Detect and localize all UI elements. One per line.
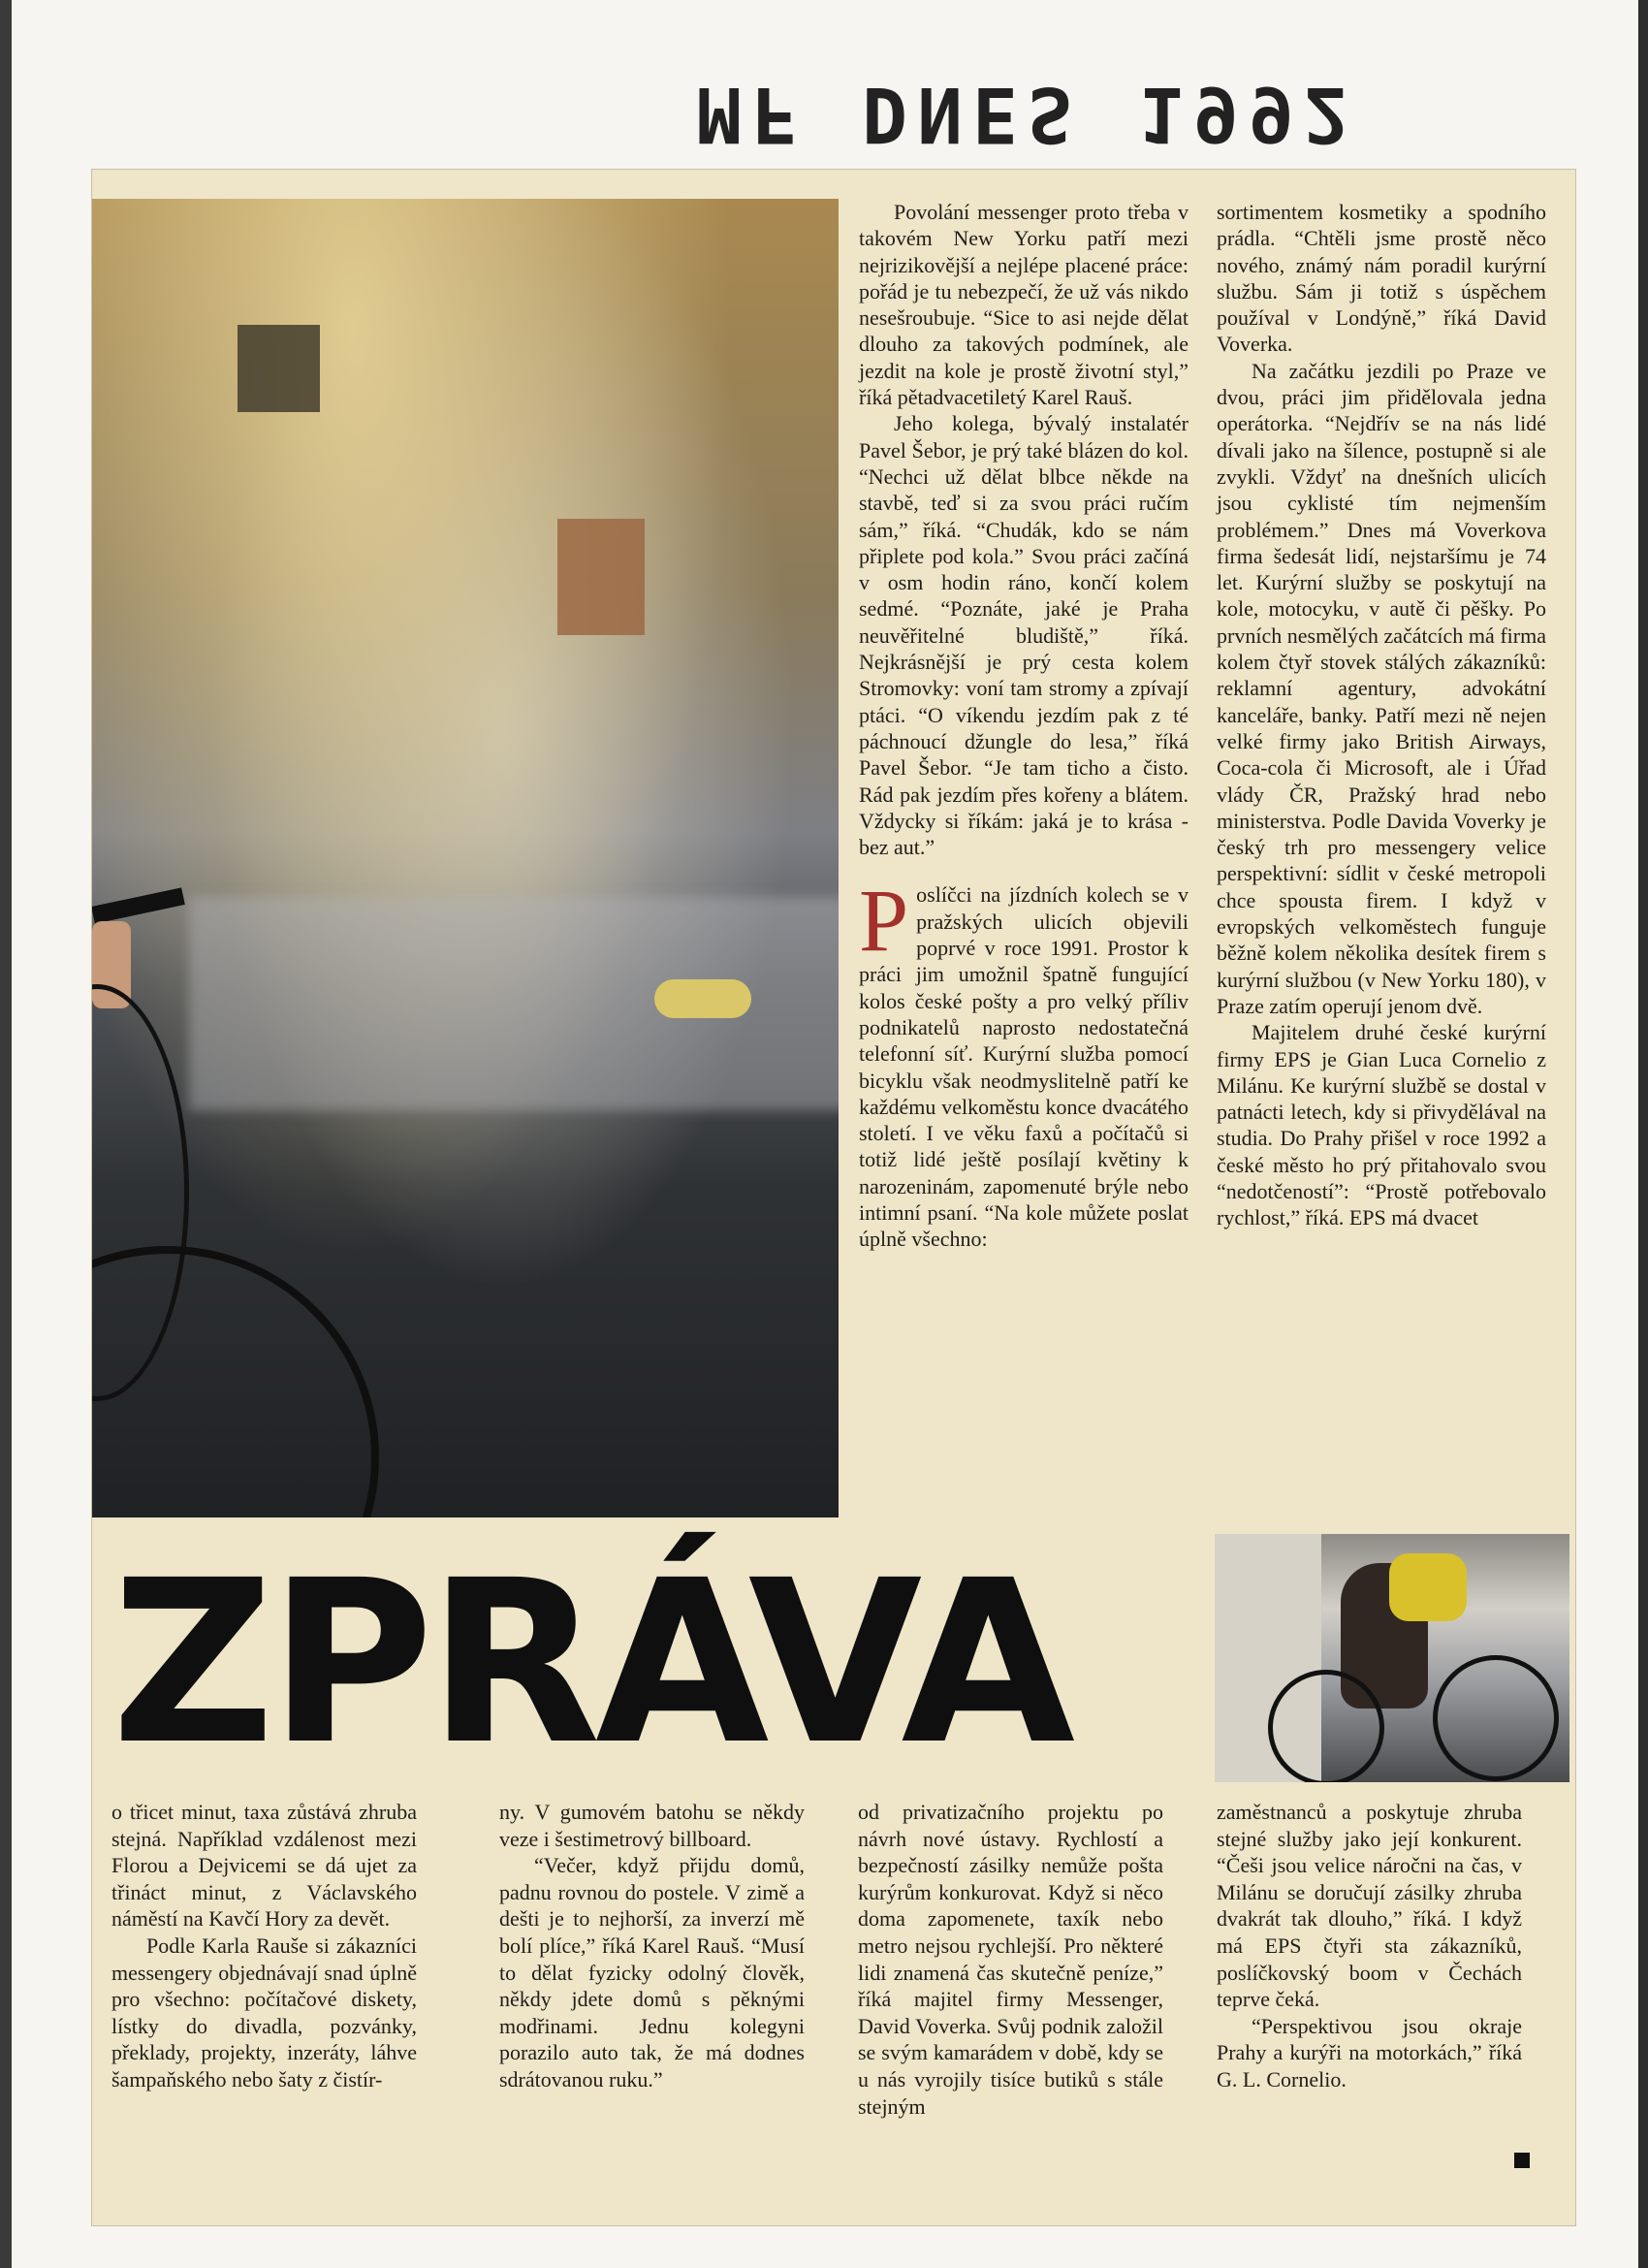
- photo-wheel-left: [1268, 1670, 1384, 1782]
- paragraph: “Perspektivou jsou okraje Prahy a kurýři na motorkách,” říká G. L. Cornelio.: [1217, 2013, 1522, 2092]
- paragraph: “Večer, když přijdu domů, padnu rovnou do postele. V zimě a dešti je to nejhorší, za inverzí mě bolí plíce,” říká Karel Rauš. “Musí to dělat fyzicky odolný člověk, někdy jdete domů s pěknými modřinami. Jednu kolegyni porazilo auto tak, že má dodnes sdrátovanou ruku.”: [499, 1853, 805, 2092]
- paragraph: Na začátku jezdili po Praze ve dvou, práci jim přidělovala jedna operátorka. “Nejdřív se na nás lidé dívali jako na šílence, postupně si ale zvykli. Vždyť na dnešních ulicích jsou cyklisté tím nejmenším problémem.” Dnes má Voverkova firma šedesát lidí, nejstaršímu je 74 let. Kurýrní služby se poskytují na kole, motocyku, v autě či pěšky. Po prvních nesmělých začátcích má firma kolem čtyř stovek stálých zákazníků: reklamní agentury, advokátní kanceláře, banky. Patří mezi ně nejen velké firmy jako British Airways, Coca-cola či Microsoft, ale i Úřad vlády ČR, Pražský hrad nebo ministerstva. Podle Davida Voverky je český trh pro messengery velice perspektivní: sídlit v české metropoli chce spousta firem. I když v evropských velkoměstech funguje běžně kolem několika desítek firem s kurýrní službou (v New Yorku 180), v Praze zatím operují jenom dvě.: [1217, 358, 1546, 1018]
- photo-yellow-blur: [654, 979, 751, 1018]
- scan-edge-left: [0, 0, 12, 2268]
- bottom-column-4: [1217, 1799, 1522, 2093]
- photo-window: [238, 325, 320, 412]
- paragraph: ny. V gumovém batohu se někdy veze i šestimetrový billboard.: [499, 1800, 805, 1851]
- article-column-1: [859, 199, 1188, 1253]
- bottom-column-2: [499, 1799, 805, 2093]
- bottom-column-1: [111, 1799, 417, 2093]
- messenger-photo: [1215, 1534, 1569, 1782]
- photo-backpack: [1389, 1553, 1467, 1621]
- handwritten-note: MF DNES 1992: [696, 70, 1359, 157]
- photo-bag: [557, 519, 645, 635]
- cyclist-photo: [92, 199, 839, 1517]
- bottom-column-3: [858, 1799, 1163, 2120]
- paragraph: Majitelem druhé české kurýrní firmy EPS je Gian Luca Cornelio z Milánu. Ke kurýrní službě se dostal v patnácti letech, kdy si přivydělával na studia. Do Prahy přišel v roce 1992 a české město ho prý přitahovalo svou “nedotčeností”: “Prostě potřebovalo rychlost,” říká. EPS má dvacet: [1217, 1020, 1546, 1230]
- photo-back-wheel: [92, 1246, 379, 1517]
- paragraph: Povolání messenger proto třeba v takovém New Yorku patří mezi nejrizikovější a nejlépe placené práce: pořád je tu nebezpečí, že už vás nikdo nesešroubuje. “Sice to asi nejde dělat dlouho za takových podmínek, ale jezdit na kole je prostě životní styl,” říká pětadvacetiletý Karel Rauš.: [859, 200, 1188, 410]
- paragraph: Jeho kolega, bývalý instalatér Pavel Šebor, je prý také blázen do kol. “Nechci už dělat blbce někde na stavbě, teď si za svou práci ručím sám,” říká. “Chudák, kdo se nám připlete pod kola.” Svou práci začíná v osm hodin ráno, končí kolem sedmé. “Poznáte, jaké je Praha neuvěřitelné bludiště,” říká. Nejkrásnější je prý cesta kolem Stromovky: voní tam stromy a zpívají ptáci. “O víkendu jezdím pak z té páchnoucí džungle do lesa,” říká Pavel Šebor. “Je tam ticho a čisto. Rád pak jezdím přes kořeny a blátem. Vždycky si říkám: jaká je to krása - bez aut.”: [859, 411, 1188, 860]
- paragraph: od privatizačního projektu po návrh nové ústavy. Rychlostí a bezpečností zásilky nemůže pošta kurýrům konkurovat. Když si něco doma zapomenete, taxík nebo metro nejsou rychlejší. Pro některé lidi znamená čas skutečně peníze,” říká majitel firmy Messenger, David Voverka. Svůj podnik založil se svým kamarádem v době, kdy se u nás vyrojily tisíce butiků s stále stejným: [858, 1800, 1163, 2119]
- end-of-article-mark: [1514, 2153, 1530, 2168]
- dropcap-paragraph: Poslíčci na jízdních kolech se v pražských ulicích objevili poprvé v roce 1991. Prostor k práci jim umožnil špatně fungující kolos české pošty a pro velký příliv podnikatelů naprosto nedostatečná telefonní síť. Kurýrní služba pomocí bicyklu však neodmyslitelně patří ke každému velkoměstu konce dvacátého století. I ve věku faxů a počítačů si totiž lidé ještě posílají květiny k narozeninám, zapomenuté brýle nebo intimní psaní. “Na kole můžete poslat úplně všechno:: [859, 871, 1188, 1252]
- photo-handlebar: [92, 887, 185, 923]
- scan-edge-right: [1638, 0, 1648, 2268]
- paragraph: Podle Karla Rauše si zákazníci messengery objednávají snad úplně pro všechno: počítačové diskety, lístky do divadla, pozvánky, překlady, projekty, inzeráty, láhve šampaňského nebo šaty z čistír-: [111, 1933, 417, 2092]
- paragraph: o třicet minut, taxa zůstává zhruba stejná. Například vzdálenost mezi Florou a Dejvicemi se dá ujet za třináct minut, z Václavského náměstí na Kavčí Hory za devět.: [111, 1800, 417, 1932]
- paragraph: zaměstnanců a poskytuje zhruba stejné služby jako její konkurent. “Češi jsou velice náročni na čas, v Milánu se doručují zásilky zhruba dvakrát tak dlouho,” říká. I když má EPS čtyři sta zákazníků, poslíčkovský boom v Čechách teprve čeká.: [1217, 1800, 1522, 2012]
- headline: ZPRÁVA: [111, 1532, 1070, 1794]
- article-column-2: [1217, 199, 1546, 1231]
- paragraph: sortimentem kosmetiky a spodního prádla. “Chtěli jsme prostě něco nového, známý nám poradil kurýrní službu. Sám ji totiž s úspěchem používal v Londýně,” říká David Voverka.: [1217, 200, 1546, 357]
- photo-wheel-right: [1433, 1655, 1559, 1781]
